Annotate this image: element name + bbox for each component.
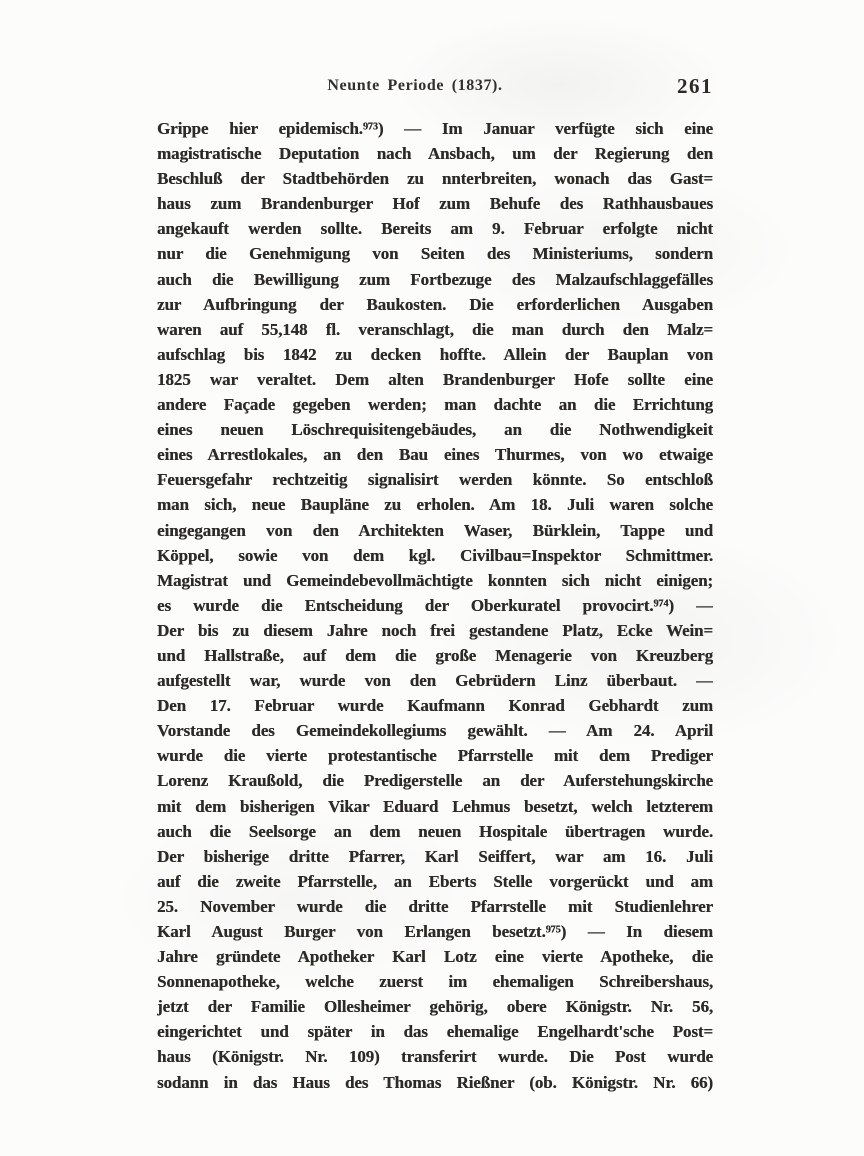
body-text [157,116,713,1095]
text-line: andere Façade gegeben werden; man dachte an die Errichtung [157,395,713,415]
text-line: eines Arrestlokales, an den Bau eines Thurmes, von wo etwaige [157,445,713,465]
text-line: es wurde die Entscheidung der Oberkuratel provocirt.⁹⁷⁴) — [157,595,713,615]
text-line: jetzt der Familie Ollesheimer gehörig, obere Königstr. Nr. 56, [157,997,713,1017]
text-line: und Hallstraße, auf dem die große Menagerie von Kreuzberg [157,645,713,665]
text-line: Feuersgefahr rechtzeitig signalisirt werden könnte. So entschloß [157,470,713,490]
text-line: auch die Seelsorge an dem neuen Hospitale übertragen wurde. [157,821,713,841]
text-line: auf die zweite Pfarrstelle, an Eberts Stelle vorgerückt und am [157,871,713,891]
text-line: 1825 war veraltet. Dem alten Brandenburger Hofe sollte eine [157,369,713,389]
text-line: Den 17. Februar wurde Kaufmann Konrad Gebhardt zum [157,696,713,716]
text-line: haus zum Brandenburger Hof zum Behufe des Rathhausbaues [157,194,713,214]
text-line: wurde die vierte protestantische Pfarrstelle mit dem Prediger [157,746,713,766]
text-line: auch die Bewilligung zum Fortbezuge des Malzaufschlaggefälles [157,269,713,289]
text-line: man sich, neue Baupläne zu erholen. Am 18. Juli waren solche [157,495,713,515]
text-line: Beschluß der Stadtbehörden zu nnterbreiten, wonach das Gast= [157,169,713,189]
text-line: Vorstande des Gemeindekollegiums gewählt. — Am 24. April [157,721,713,741]
text-line: Sonnenapotheke, welche zuerst im ehemaligen Schreibershaus, [157,972,713,992]
running-title: Neunte Periode (1837). [327,77,503,94]
text-line: zur Aufbringung der Baukosten. Die erforderlichen Ausgaben [157,294,713,314]
text-line: eingerichtet und später in das ehemalige Engelhardt'sche Post= [157,1022,713,1042]
text-line: Karl August Burger von Erlangen besetzt.⁹⁷⁵) — In diesem [157,922,713,941]
text-line: Magistrat und Gemeindebevollmächtigte konnten sich nicht einigen; [157,570,713,590]
text-line: Der bis zu diesem Jahre noch frei gestandene Platz, Ecke Wein= [157,620,713,640]
text-line: haus (Königstr. Nr. 109) transferirt wurde. Die Post wurde [157,1047,713,1067]
text-line: magistratische Deputation nach Ansbach, um der Regierung den [157,144,713,164]
text-line: Der bisherige dritte Pfarrer, Karl Seiffert, war am 16. Juli [157,846,713,866]
text-line: 25. November wurde die dritte Pfarrstelle mit Studienlehrer [157,896,713,916]
text-line: angekauft werden sollte. Bereits am 9. Februar erfolgte nicht [157,219,713,239]
text-line: Lorenz Kraußold, die Predigerstelle an der Auferstehungskirche [157,771,713,791]
text-line: eingegangen von den Architekten Waser, Bürklein, Tappe und [157,520,713,540]
text-line: Köppel, sowie von dem kgl. Civilbau=Inspektor Schmittmer. [157,545,713,565]
text-line: eines neuen Löschrequisitengebäudes, an die Nothwendigkeit [157,420,713,440]
text-line: nur die Genehmigung von Seiten des Ministeriums, sondern [157,244,713,264]
text-line: sodann in das Haus des Thomas Rießner (ob. Königstr. Nr. 66) [157,1072,713,1092]
text-line: mit dem bisherigen Vikar Eduard Lehmus besetzt, welch letzterem [157,796,713,816]
text-line: Jahre gründete Apotheker Karl Lotz eine vierte Apotheke, die [157,947,713,967]
page-number: 261 [677,74,713,98]
text-line: aufschlag bis 1842 zu decken hoffte. Allein der Bauplan von [157,344,713,364]
text-line: aufgestellt war, wurde von den Gebrüdern Linz überbaut. — [157,671,713,691]
text-line: Grippe hier epidemisch.⁹⁷³) — Im Januar verfügte sich eine [157,119,713,138]
page-header [157,74,713,100]
text-line: waren auf 55,148 fl. veranschlagt, die man durch den Malz= [157,319,713,339]
